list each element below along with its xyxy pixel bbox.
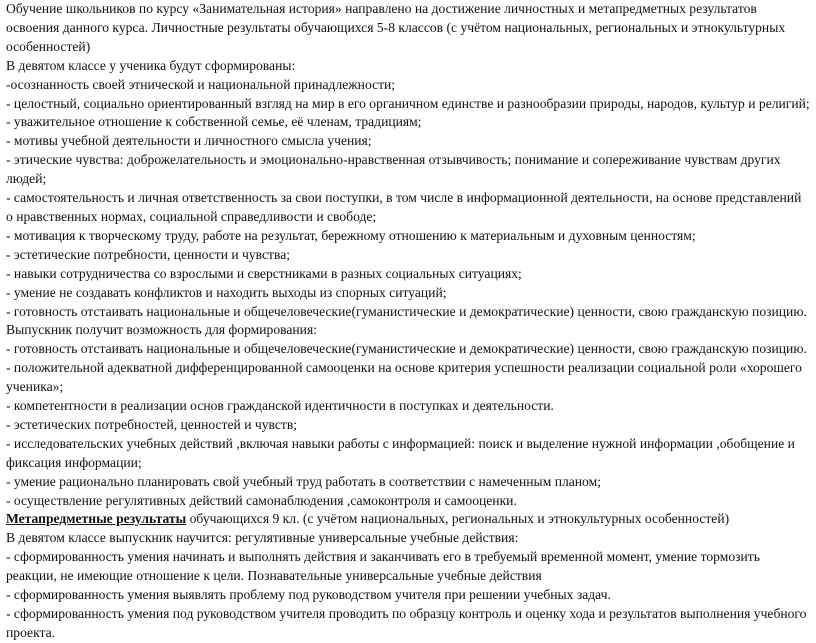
- list-item: - целостный, социально ориентированный взгляд на мир в его органичном единстве и разнообразии природы, народов, культур и религий;: [6, 95, 810, 111]
- list-item: - компетентности в реализации основ гражданской идентичности в поступках и деятельности.: [6, 398, 554, 414]
- list-item: - умение рационально планировать свой учебный труд работать в соответствии с намеченным планом;: [6, 473, 601, 489]
- list-item: - эстетических потребностей, ценностей и чувств;: [6, 416, 298, 432]
- list-item: -осознанность своей этнической и национальной принадлежности;: [6, 76, 396, 92]
- list-item: - самостоятельность и личная ответственность за свои поступки, в том числе в информационной деятельности, на основе представлений о нравственных нормах, социальной справедливости и свободе;: [6, 190, 802, 224]
- list-item: - готовность отстаивать национальные и общечеловеческие(гуманистические и демократические) ценности, свою гражданскую позицию.: [6, 341, 807, 357]
- list-item: - уважительное отношение к собственной семье, её членам, традициям;: [6, 114, 422, 130]
- personal-results-list: [6, 76, 810, 322]
- list-item: - готовность отстаивать национальные и общечеловеческие(гуманистические и демократические) ценности, свою гражданскую позицию.: [6, 303, 807, 319]
- list-item: - этические чувства: доброжелательность и эмоционально-нравственная отзывчивость; понимание и сопереживание чувствам других людей;: [6, 152, 781, 187]
- meta-results-list: [6, 548, 810, 643]
- list-item: - сформированность умения выявлять проблему под руководством учителя при решении учебных задач.: [6, 587, 611, 603]
- graduate-results-list: [6, 340, 810, 510]
- list-item: - мотивация к творческому труду, работе на результат, бережному отношению к материальным и духовным ценностям;: [6, 227, 696, 243]
- list-item: - эстетические потребности, ценности и чувства;: [6, 246, 291, 262]
- list-item: - исследовательских учебных действий ,включая навыки работы с информацией: поиск и выделение нужной информации ,обобщение и фиксация информации;: [6, 435, 795, 470]
- list-item: - мотивы учебной деятельности и личностного смысла учения;: [6, 133, 372, 149]
- list-item: - осуществление регулятивных действий самонаблюдения ,самоконтроля и самооценки.: [6, 492, 517, 508]
- list-item: - навыки сотрудничества со взрослыми и сверстниками в разных социальных ситуациях;: [6, 265, 522, 281]
- meta-grade9-heading: В девятом классе выпускник научится: регулятивные универсальные учебные действия:: [6, 530, 519, 546]
- meta-results-title: Метапредметные результаты: [6, 511, 187, 527]
- meta-results-heading: [6, 510, 810, 529]
- list-item: - сформированность умения начинать и выполнять действия и заканчивать его в требуемый временной момент, умение тормозить реакции, не имеющие отношение к цели. Познавательные универсальные учебные действия: [6, 549, 760, 584]
- intro-paragraph: Обучение школьников по курсу «Занимательная история» направлено на достижение личностных и метапредметных результатов освоения данного курса. Личностные результаты обучающихся 5-8 классов (с учётом национальных, региональных и этнокультурных особенностей): [6, 1, 786, 54]
- meta-results-rest: обучающихся 9 кл. (с учётом национальных, региональных и этнокультурных особенностей): [186, 511, 730, 527]
- list-item: - сформированность умения под руководством учителя проводить по образцу контроль и оценку хода и результатов выполнения учебного проекта.: [6, 606, 807, 640]
- graduate-heading: Выпускник получит возможность для формирования:: [6, 322, 317, 338]
- list-item: - умение не создавать конфликтов и находить выходы из спорных ситуаций;: [6, 284, 447, 300]
- grade9-personal-heading: В девятом классе у ученика будут сформированы:: [6, 57, 296, 73]
- list-item: - положительной адекватной дифференцированной самооценки на основе критерия успешности реализации социальной роли «хорошего ученика»;: [6, 360, 802, 395]
